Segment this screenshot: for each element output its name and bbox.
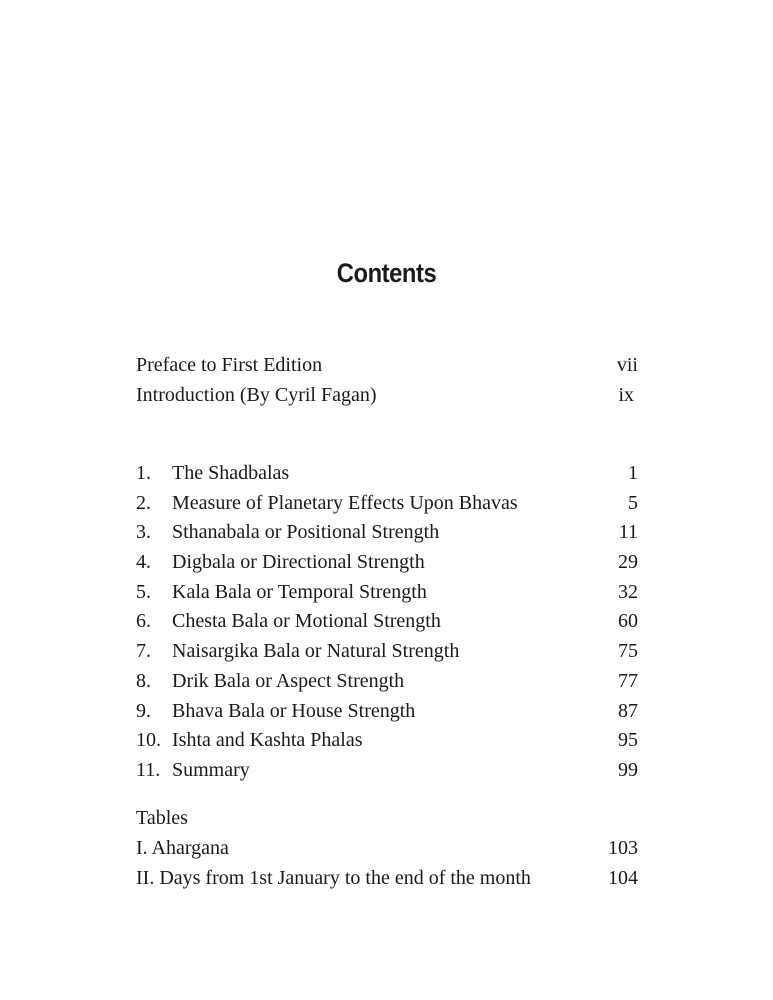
toc-chapter-11[interactable] xyxy=(136,756,638,784)
toc-table-2[interactable] xyxy=(136,864,638,892)
toc-chapter-1[interactable] xyxy=(136,459,638,487)
chapter-title: Sthanabala or Positional Strength xyxy=(172,521,440,543)
chapter-number: 7. xyxy=(136,640,151,662)
chapter-number: 1. xyxy=(136,462,151,484)
chapter-title: Summary xyxy=(172,759,250,781)
chapter-number: 3. xyxy=(136,521,151,543)
chapter-number: 4. xyxy=(136,551,151,573)
toc-chapter-3[interactable] xyxy=(136,518,638,546)
chapter-page: 1 xyxy=(628,462,638,484)
table-page: 103 xyxy=(608,837,638,859)
chapter-page: 11 xyxy=(618,521,638,543)
chapter-page: 99 xyxy=(618,759,638,781)
toc-chapter-4[interactable] xyxy=(136,548,638,576)
chapter-page: 29 xyxy=(618,551,638,573)
toc-entry-label: Introduction (By Cyril Fagan) xyxy=(136,384,377,406)
toc-entry-label: Preface to First Edition xyxy=(136,354,323,376)
chapter-page: 77 xyxy=(618,670,638,692)
chapter-title: The Shadbalas xyxy=(172,462,290,484)
chapter-number: 5. xyxy=(136,581,151,603)
chapter-title: Ishta and Kashta Phalas xyxy=(172,729,363,751)
chapter-number: 10. xyxy=(136,729,161,751)
toc-entry-page: vii xyxy=(616,354,638,376)
table-page: 104 xyxy=(608,867,638,889)
chapter-title: Drik Bala or Aspect Strength xyxy=(172,670,405,692)
tables-heading-label: Tables xyxy=(136,807,188,829)
table-title: II. Days from 1st January to the end of the month xyxy=(136,867,531,889)
chapter-number: 2. xyxy=(136,492,151,514)
chapter-title: Kala Bala or Temporal Strength xyxy=(172,581,427,603)
toc-chapter-6[interactable] xyxy=(136,607,638,635)
chapter-number: 8. xyxy=(136,670,151,692)
chapter-page: 75 xyxy=(618,640,638,662)
toc-entry-preface[interactable] xyxy=(136,351,638,379)
toc-entry-introduction[interactable] xyxy=(136,381,638,409)
toc-chapter-5[interactable] xyxy=(136,578,638,606)
toc-entry-page: ix xyxy=(618,384,634,406)
chapter-number: 11. xyxy=(136,759,161,781)
page-title: Contents xyxy=(336,258,437,288)
toc-chapter-8[interactable] xyxy=(136,667,638,695)
chapter-page: 5 xyxy=(628,492,638,514)
toc-chapter-7[interactable] xyxy=(136,637,638,665)
chapter-title: Measure of Planetary Effects Upon Bhavas xyxy=(172,492,518,514)
toc-chapter-10[interactable] xyxy=(136,726,638,754)
chapter-title: Chesta Bala or Motional Strength xyxy=(172,610,441,632)
chapter-page: 87 xyxy=(618,700,638,722)
chapter-page: 32 xyxy=(618,581,638,603)
chapter-title: Naisargika Bala or Natural Strength xyxy=(172,640,460,662)
toc-chapter-2[interactable] xyxy=(136,489,638,517)
toc-chapter-9[interactable] xyxy=(136,697,638,725)
chapter-number: 6. xyxy=(136,610,151,632)
chapter-page: 60 xyxy=(618,610,638,632)
chapter-page: 95 xyxy=(618,729,638,751)
table-title: I. Ahargana xyxy=(136,837,229,859)
chapter-title: Bhava Bala or House Strength xyxy=(172,700,416,722)
tables-heading xyxy=(136,804,638,832)
chapter-title: Digbala or Directional Strength xyxy=(172,551,425,573)
toc-table-1[interactable] xyxy=(136,834,638,862)
chapter-number: 9. xyxy=(136,700,151,722)
